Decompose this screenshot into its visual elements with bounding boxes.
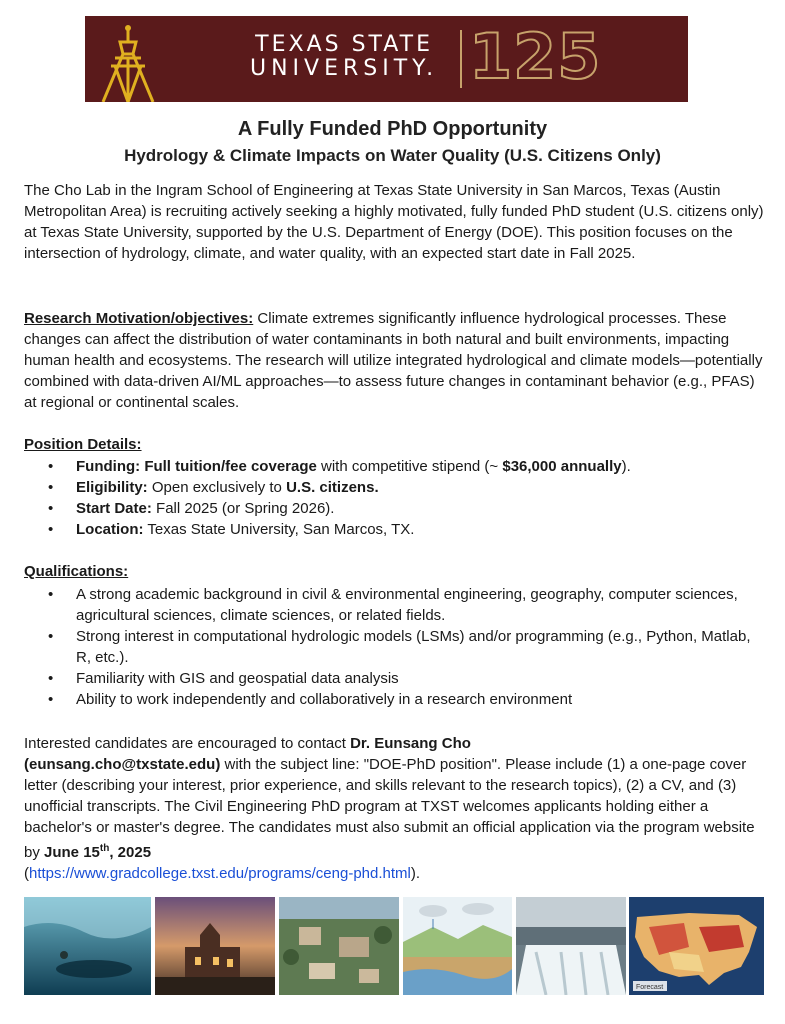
deadline-date: June 15th, 2025 <box>44 843 152 861</box>
dam-spillway-photo <box>516 897 626 995</box>
intro-paragraph: The Cho Lab in the Ingram School of Engineering at Texas State University in San Marcos, Texas (Austin Metropolitan Area) is recruiting actively seeking a highly motivated, fully funded PhD student (U.S. citizens only) at Texas State University, supported by the U.S. Department of Energy (DOE). This position focuses on the intersection of hydrology, climate, and water quality, with an expected start date in Fall 2025. <box>24 182 764 262</box>
map-caption: Forecast <box>636 984 664 991</box>
list-item: • Strong interest in computational hydrologic models (LSMs) and/or programming (e.g., Python, Matlab, R, etc.). <box>48 628 751 666</box>
anniversary-number: 125 <box>469 20 602 93</box>
program-website-link[interactable]: https://www.gradcollege.txst.edu/programs/ceng-phd.html <box>29 865 411 882</box>
position-item-location: • Location: Texas State University, San Marcos, TX. <box>48 521 415 538</box>
research-text: Climate extremes significantly influence hydrological processes. These changes can affect the distribution of water contaminants in both natural and built environments, impacting human health and ecosystems. The research will utilize integrated hydrological and climate models—potentially combined with data-driven AI/ML approaches—to assess future changes in contaminant behavior (e.g., PFAS) at regional or continental scales. <box>24 310 763 411</box>
photo-strip <box>24 897 764 995</box>
list-item: • A strong academic background in civil & environmental engineering, geography, computer sciences, agricultural sciences, climate sciences, or related fields. <box>48 586 738 624</box>
position-item-funding: • Funding: Full tuition/fee coverage with competitive stipend (~ $36,000 annually). <box>48 458 631 475</box>
tower-logo-icon <box>93 24 163 102</box>
page-subtitle: Hydrology & Climate Impacts on Water Quality (U.S. Citizens Only) <box>124 146 661 165</box>
qualifications-list <box>24 584 764 710</box>
position-heading: Position Details: <box>24 436 142 453</box>
campus-aerial-photo <box>279 897 399 995</box>
position-item-start-date: • Start Date: Fall 2025 (or Spring 2026). <box>48 500 335 517</box>
contact-name: Dr. Eunsang Cho <box>350 735 471 752</box>
qualifications-heading: Qualifications: <box>24 563 129 580</box>
us-map-photo <box>629 897 764 995</box>
contact-paragraph: Interested candidates are encouraged to contact Dr. Eunsang Cho (eunsang.cho@txstate.edu) with the subject line: "DOE-PhD position". Please include (1) a one-page cover letter (describing your interest, prior experience, and skills relevant to the research topics), (2) a CV, and (3) unofficial transcripts. The Civil Engineering PhD program at TXST welcomes applicants holding either a bachelor's or master's degree. The candidates must also submit an official application via the program website by June 15th, 2025 (https://www.gradcollege.txst.edu/programs/ceng-phd.html). <box>24 735 755 882</box>
underwater-photo <box>24 897 151 995</box>
position-item-eligibility: • Eligibility: Open exclusively to U.S. citizens. <box>48 479 379 496</box>
banner-divider <box>460 30 462 88</box>
page-title: A Fully Funded PhD Opportunity <box>237 118 548 140</box>
research-heading: Research Motivation/objectives: <box>24 310 254 327</box>
campus-building-photo <box>155 897 275 995</box>
list-item: • Ability to work independently and collaboratively in a research environment <box>48 691 573 708</box>
contact-email[interactable]: (eunsang.cho@txstate.edu) <box>24 756 221 773</box>
research-paragraph <box>24 308 764 413</box>
university-banner <box>85 16 688 102</box>
wordmark-line2: UNIVERSITY. <box>250 56 439 81</box>
list-item: • Familiarity with GIS and geospatial data analysis <box>48 670 399 687</box>
hydrologic-cycle-diagram <box>403 897 512 995</box>
position-list <box>24 456 764 540</box>
wordmark-line1: TEXAS STATE <box>255 32 433 57</box>
university-wordmark <box>250 33 438 81</box>
